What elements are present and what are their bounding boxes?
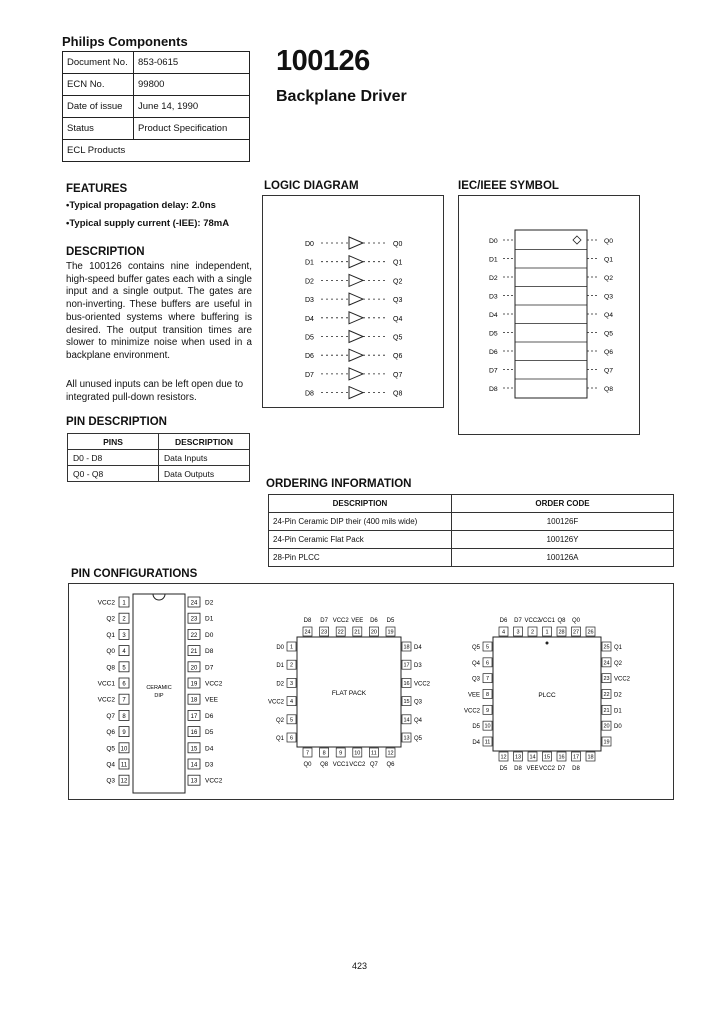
pin-name: Q3 [471, 676, 480, 683]
pin-description-heading: PIN DESCRIPTION [66, 416, 167, 428]
pin-number: 9 [122, 730, 126, 737]
pin-number: 10 [120, 746, 128, 753]
input-label: D2 [489, 275, 498, 282]
table-cell: 100126F [452, 513, 674, 531]
pin-number: 26 [587, 629, 594, 636]
pin-number: 15 [543, 754, 551, 761]
pin-number: 21 [603, 707, 610, 714]
output-label: Q8 [393, 390, 403, 398]
pin-number: 12 [387, 750, 394, 757]
pin-name: D3 [205, 761, 214, 769]
package-label: FLAT PACK [331, 690, 367, 697]
pin-description-table [67, 433, 250, 482]
pin-number: 9 [339, 750, 343, 757]
input-label: D2 [305, 278, 314, 286]
pin-name: D2 [205, 599, 214, 607]
output-label: Q5 [604, 330, 614, 338]
column-header: DESCRIPTION [159, 434, 250, 450]
pin-number: 16 [190, 730, 198, 737]
pin-number: 18 [403, 644, 410, 651]
table-row [68, 466, 250, 482]
pin-name: Q8 [320, 762, 329, 768]
output-label: Q6 [604, 349, 614, 356]
pin-number: 11 [484, 739, 491, 746]
info-row [63, 74, 250, 96]
pin-number: 13 [514, 754, 522, 761]
pin-name: D2 [276, 681, 284, 688]
document-info-table [62, 51, 250, 162]
pin-name: Q1 [106, 631, 115, 639]
pin-name: D6 [205, 712, 214, 720]
logic-diagram-heading: LOGIC DIAGRAM [264, 180, 359, 192]
pin-name: D7 [205, 664, 214, 672]
pin-number: 22 [337, 629, 344, 636]
input-label: D7 [489, 367, 498, 375]
pin-name: Q6 [386, 762, 395, 768]
output-label: Q1 [393, 259, 403, 267]
pin-name: VCC2 [332, 618, 349, 624]
pin-config-frame [68, 583, 674, 800]
part-number: 100126 [276, 45, 370, 77]
column-header: PINS [68, 434, 159, 450]
pin-number: 16 [558, 754, 565, 761]
pin-name: VEE [205, 696, 219, 704]
pin-config-heading: PIN CONFIGURATIONS [71, 568, 198, 580]
pin-number: 13 [403, 735, 410, 742]
pin-number: 3 [516, 629, 520, 636]
pin-name: VCC2 [524, 618, 541, 624]
pin-number: 4 [122, 649, 126, 656]
iec-qualifier [573, 236, 581, 244]
pin-number: 4 [289, 699, 294, 706]
pin-number: 1 [122, 600, 126, 607]
pin-config-diagrams [69, 584, 673, 799]
input-label: D8 [305, 390, 314, 398]
buffer-gate [349, 293, 363, 305]
input-label: D7 [305, 371, 314, 379]
buffer-gate [349, 274, 363, 286]
input-label: D6 [305, 353, 314, 361]
dip-notch [153, 594, 165, 600]
output-label: Q0 [604, 238, 614, 245]
iec-symbol-heading: IEC/IEEE SYMBOL [458, 180, 559, 192]
pin-name: D0 [276, 645, 284, 651]
pin-name: VCC2 [349, 762, 366, 768]
pin-name: D7 [514, 618, 522, 624]
pin-number: 1 [545, 629, 549, 636]
table-cell: 24-Pin Ceramic Flat Pack [269, 531, 452, 549]
pin-name: Q2 [106, 615, 115, 623]
pin-name: Q2 [614, 660, 623, 667]
pin-number: 17 [190, 713, 198, 720]
pin-number: 3 [122, 632, 126, 639]
pin-number: 3 [289, 680, 294, 687]
table-row [68, 450, 250, 466]
table-cell: 24-Pin Ceramic DIP their (400 mils wide) [269, 513, 452, 531]
description-note: All unused inputs can be left open due to integrated pull-down resistors. [66, 379, 244, 403]
pin-name: Q5 [106, 745, 115, 753]
pin-name: D7 [557, 766, 566, 772]
pin-number: 6 [289, 735, 294, 742]
package-label: CERAMIC [146, 685, 172, 691]
pin-number: 12 [500, 754, 507, 761]
buffer-gate [349, 237, 363, 249]
pin-number: 16 [403, 680, 410, 687]
buffer-gate [349, 368, 363, 380]
pin-number: 23 [321, 629, 328, 636]
input-label: D5 [489, 330, 498, 338]
pin-number: 23 [190, 616, 198, 623]
pin-name: D5 [499, 766, 508, 772]
output-label: Q4 [393, 315, 403, 323]
pin-name: VEE [351, 618, 364, 624]
pin-name: D8 [572, 766, 580, 772]
pin-number: 24 [190, 600, 198, 607]
pin-number: 5 [289, 717, 294, 724]
pin-number: 19 [190, 681, 198, 688]
pin-number: 7 [305, 750, 310, 757]
pin-number: 19 [603, 739, 610, 746]
output-label: Q6 [393, 353, 403, 361]
logic-diagram-frame [262, 195, 444, 408]
output-label: Q0 [393, 241, 403, 248]
pin-name: VCC1 [97, 680, 115, 688]
pin-number: 24 [603, 660, 610, 667]
buffer-gate [349, 387, 363, 399]
info-key: Document No. [63, 52, 134, 74]
pin-name: VCC2 [97, 599, 115, 607]
package-label: DIP [154, 693, 164, 699]
company-name: Philips Components [62, 34, 188, 49]
pin-name: D7 [320, 618, 328, 624]
pin-number: 21 [354, 629, 361, 636]
pin-number: 2 [289, 662, 294, 669]
input-label: D8 [489, 386, 498, 393]
pin-number: 9 [485, 707, 490, 714]
output-label: Q2 [393, 278, 403, 286]
pin-number: 14 [403, 717, 410, 724]
pin-number: 10 [354, 750, 361, 757]
pin-number: 20 [603, 723, 610, 730]
input-label: D0 [305, 241, 314, 248]
pin-name: Q1 [614, 645, 623, 651]
info-key: ECN No. [63, 74, 134, 96]
pin-name: Q0 [106, 648, 115, 656]
pin-number: 22 [603, 692, 610, 698]
output-label: Q7 [604, 367, 614, 375]
pin-name: Q4 [471, 660, 480, 667]
pin-name: D2 [614, 692, 622, 699]
pin-number: 21 [190, 649, 198, 656]
pin-number: 18 [587, 754, 594, 761]
pin-number: 8 [322, 750, 326, 757]
table-cell: Data Inputs [159, 450, 250, 466]
pin-name: VCC2 [414, 681, 431, 688]
pin-name: Q4 [414, 717, 423, 724]
table-cell: D0 - D8 [68, 450, 159, 466]
plcc-package [464, 618, 631, 772]
pin-name: D1 [614, 708, 622, 715]
pin-name: D1 [276, 663, 284, 670]
buffer-gate [349, 349, 363, 361]
pin-name: Q2 [275, 717, 284, 724]
output-label: Q1 [604, 256, 614, 264]
info-row [63, 96, 250, 118]
pin-number: 11 [371, 750, 377, 757]
pin-number: 19 [387, 629, 394, 636]
pin-number: 17 [572, 754, 580, 761]
flat-pack-package [268, 618, 431, 768]
iec-block [515, 230, 587, 398]
pin-name: D5 [386, 618, 395, 624]
pin-name: VCC1 [538, 618, 556, 624]
pin-number: 1 [289, 644, 294, 651]
pin-number: 7 [122, 697, 126, 704]
table-cell: Data Outputs [159, 466, 250, 482]
output-label: Q7 [393, 371, 403, 379]
pin-number: 15 [190, 746, 198, 753]
pin-number: 11 [120, 762, 128, 769]
table-cell: 100126A [452, 549, 674, 567]
table-cell: 100126Y [452, 531, 674, 549]
pin-name: VCC2 [538, 766, 556, 772]
info-value: Product Specification [134, 118, 250, 140]
ordering-table [268, 494, 674, 567]
info-row [63, 118, 250, 140]
output-label: Q3 [604, 293, 614, 301]
pin-number: 28 [558, 629, 565, 636]
pin-name: D0 [614, 724, 622, 731]
page-number: 423 [352, 961, 368, 971]
pin-number: 14 [529, 754, 536, 761]
pin-name: Q5 [471, 645, 480, 651]
logic-diagram [263, 196, 443, 407]
pin-number: 20 [190, 665, 198, 672]
pin-number: 17 [403, 662, 410, 669]
column-header: DESCRIPTION [269, 495, 452, 513]
output-label: Q4 [604, 312, 614, 319]
pin-name: D1 [205, 615, 214, 623]
buffer-gate [349, 312, 363, 324]
output-label: Q3 [393, 297, 403, 305]
pin-name: D3 [414, 663, 422, 670]
pin-name: VCC2 [614, 676, 631, 683]
pin-number: 27 [572, 629, 580, 636]
pin-name: Q0 [303, 762, 312, 768]
pin-number: 5 [485, 644, 490, 651]
pin-name: D6 [370, 618, 378, 624]
page-title: Backplane Driver [276, 88, 407, 105]
pin-name: VEE [526, 766, 539, 772]
pin-name: VEE [467, 692, 480, 699]
pin-name: VCC1 [332, 762, 349, 768]
info-value: 853-0615 [134, 52, 250, 74]
info-key: Status [63, 118, 134, 140]
feature-item: •Typical supply current (-IEE): 78mA [66, 218, 230, 229]
pin-number: 2 [530, 629, 535, 636]
input-label: D0 [489, 238, 498, 245]
pin-number: 6 [122, 681, 126, 688]
pin-name: Q3 [106, 777, 115, 785]
table-row [269, 549, 674, 567]
pin-number: 5 [122, 665, 126, 672]
pin-number: 18 [190, 697, 198, 704]
pin-name: Q5 [414, 736, 423, 742]
product-line: ECL Products [63, 140, 250, 162]
input-label: D6 [489, 349, 498, 356]
input-label: D3 [489, 293, 498, 301]
pin-name: D5 [205, 729, 214, 737]
pin-name: VCC2 [463, 708, 480, 715]
pin-name: Q0 [571, 618, 581, 624]
input-label: D1 [305, 259, 314, 267]
pin-number: 10 [484, 723, 491, 730]
features-heading: FEATURES [66, 183, 128, 195]
info-value: 99800 [134, 74, 250, 96]
input-label: D4 [305, 315, 314, 323]
pin-name: D0 [205, 631, 214, 639]
buffer-gate [349, 256, 363, 268]
input-label: D3 [305, 297, 314, 305]
pin-name: D4 [414, 645, 422, 651]
pin-name: D4 [472, 740, 480, 746]
pin-number: 13 [190, 778, 198, 785]
pin-number: 4 [501, 629, 506, 636]
feature-item: •Typical propagation delay: 2.0ns [66, 200, 216, 211]
pin-name: D8 [205, 648, 214, 656]
ceramic-dip-package [98, 594, 223, 793]
pin-name: VCC2 [205, 680, 223, 688]
info-value: June 14, 1990 [134, 96, 250, 118]
pin-name: Q8 [557, 618, 566, 624]
output-label: Q8 [604, 386, 614, 393]
package-label: PLCC [538, 692, 556, 699]
pin-name: VCC2 [205, 777, 223, 785]
pin-number: 23 [603, 676, 610, 683]
pin-name: Q7 [106, 712, 115, 720]
pin-number: 2 [122, 616, 126, 623]
description-heading: DESCRIPTION [66, 246, 145, 258]
pin-name: VCC2 [267, 699, 284, 706]
pin-name: D6 [499, 618, 508, 624]
pin-name: VCC2 [97, 696, 115, 704]
pin-number: 8 [122, 713, 126, 720]
pin1-dot [546, 642, 549, 645]
table-row [269, 513, 674, 531]
info-key: Date of issue [63, 96, 134, 118]
pin-name: D8 [514, 766, 522, 772]
pin-name: Q7 [369, 762, 378, 768]
info-row [63, 140, 250, 162]
pin-number: 22 [190, 632, 198, 639]
pin-name: Q8 [106, 664, 115, 672]
input-label: D5 [305, 334, 314, 342]
pin-name: Q6 [106, 729, 115, 737]
pin-number: 20 [370, 629, 377, 636]
pin-name: Q3 [414, 699, 423, 706]
pin-number: 15 [403, 699, 410, 706]
buffer-gate [349, 331, 363, 343]
info-row [63, 52, 250, 74]
input-label: D4 [489, 312, 498, 319]
column-header: ORDER CODE [452, 495, 674, 513]
pin-number: 8 [485, 692, 490, 698]
pin-name: D5 [472, 724, 480, 731]
pin-name: D8 [303, 618, 312, 624]
pin-number: 6 [485, 660, 490, 667]
ordering-heading: ORDERING INFORMATION [266, 478, 412, 490]
table-cell: 28-Pin PLCC [269, 549, 452, 567]
pin-number: 7 [485, 676, 490, 683]
pin-number: 14 [190, 762, 198, 769]
description-paragraph: The 100126 contains nine independent, high-speed buffer gates each with a single input and a single output. The gates are non-inverting. These buffers are useful in bus-oriented systems where buffering is desired. The output transition times are slower to minimize noise when used in a backplane environment. [66, 261, 252, 361]
pin-number: 12 [120, 778, 128, 785]
pin-name: Q1 [275, 736, 284, 742]
output-label: Q5 [393, 334, 403, 342]
iec-symbol [459, 196, 639, 434]
input-label: D1 [489, 256, 498, 264]
pin-number: 25 [603, 644, 610, 651]
output-label: Q2 [604, 275, 614, 282]
iec-symbol-frame [458, 195, 640, 435]
table-cell: Q0 - Q8 [68, 466, 159, 482]
pin-name: D4 [205, 745, 214, 753]
pin-number: 24 [304, 629, 311, 636]
table-row [269, 531, 674, 549]
pin-name: Q4 [106, 761, 115, 769]
